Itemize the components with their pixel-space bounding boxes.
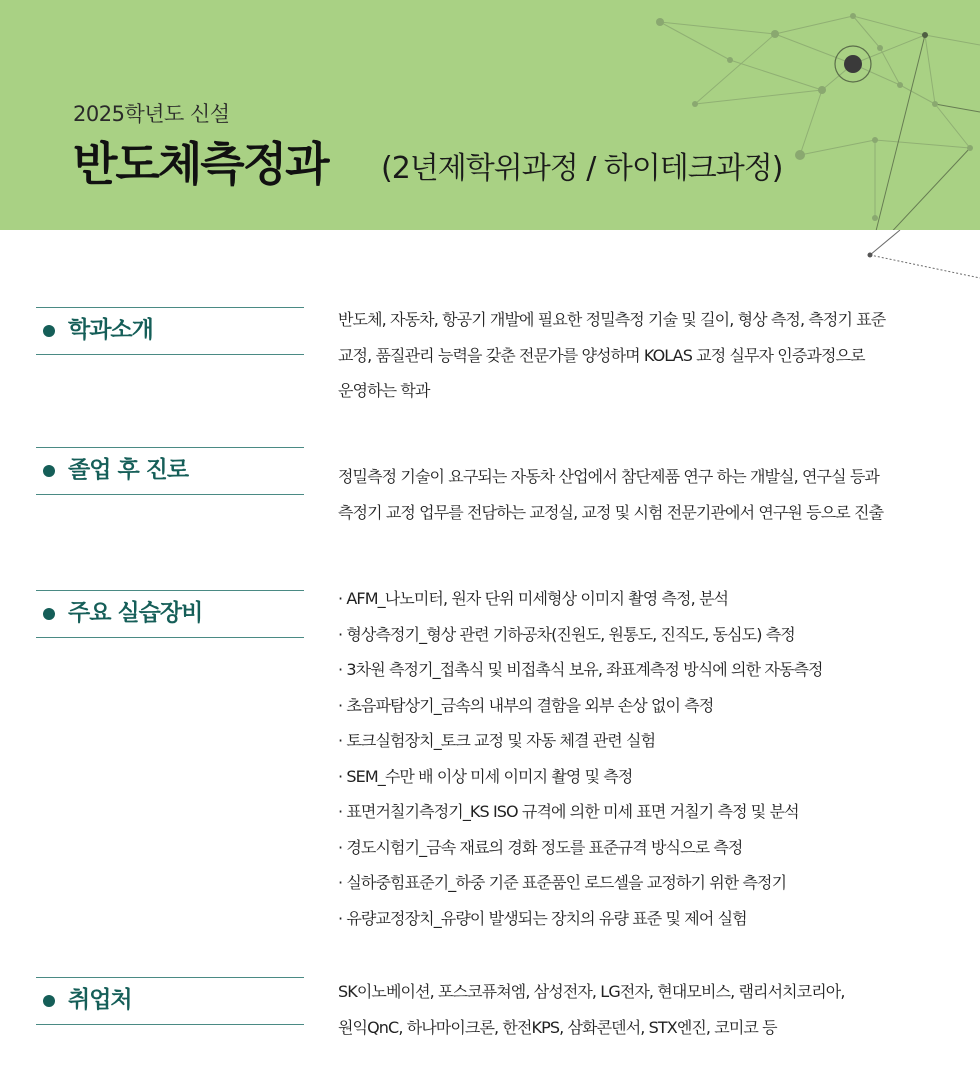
body-line: 운영하는 학과 xyxy=(338,381,430,400)
section-header xyxy=(36,977,304,1025)
section-title: 학과소개 xyxy=(68,317,153,343)
list-item: · 경도시험기_금속 재료의 경화 정도를 표준규격 방식으로 측정 xyxy=(338,830,938,866)
body-line: 교정, 품질관리 능력을 갖춘 전문가를 양성하며 KOLAS 교정 실무자 인증과정으로 xyxy=(338,345,865,365)
section-body xyxy=(338,974,938,1045)
network-graphic-tail xyxy=(860,230,980,280)
section-header xyxy=(36,307,304,355)
bullet-dot-icon xyxy=(43,608,55,620)
section-body xyxy=(338,581,938,936)
bullet-dot-icon xyxy=(43,325,55,337)
list-item: · 토크실험장치_토크 교정 및 자동 체결 관련 실험 xyxy=(338,723,938,759)
section-header xyxy=(36,447,304,495)
page-subtitle: (2년제학위과정 / 하이테크과정) xyxy=(381,151,783,186)
list-item: · 표면거칠기측정기_KS ISO 규격에 의한 미세 표면 거칠기 측정 및 분석 xyxy=(338,794,938,830)
page-title: 반도체측정과 xyxy=(73,137,328,191)
body-line: 정밀측정 기술이 요구되는 자동차 산업에서 참단제품 연구 하는 개발실, 연구실 등과 xyxy=(338,467,879,486)
list-item: · 형상측정기_형상 관련 기하공차(진원도, 원통도, 진직도, 동심도) 측정 xyxy=(338,617,938,653)
body-line: 원익QnC, 하나마이크론, 한전KPS, 삼화콘덴서, STX엔진, 코미코 등 xyxy=(338,1017,777,1037)
list-item: · SEM_수만 배 이상 미세 이미지 촬영 및 측정 xyxy=(338,759,938,795)
section-header xyxy=(36,590,304,638)
bullet-dot-icon xyxy=(43,465,55,477)
body-line: SK이노베이션, 포스코퓨쳐엠, 삼성전자, LG전자, 현대모비스, 램리서치코리아, xyxy=(338,982,845,1001)
list-item: · 3차원 측정기_접촉식 및 비접촉식 보유, 좌표계측정 방식에 의한 자동측정 xyxy=(338,652,938,688)
section-body xyxy=(338,302,938,409)
section-body xyxy=(338,459,938,530)
bullet-dot-icon xyxy=(43,995,55,1007)
section-title: 주요 실습장비 xyxy=(68,600,203,626)
list-item: · AFM_나노미터, 원자 단위 미세형상 이미지 촬영 측정, 분석 xyxy=(338,581,938,617)
body-line: 측정기 교정 업무를 전담하는 교정실, 교정 및 시험 전문기관에서 연구원 등으로 진출 xyxy=(338,502,884,522)
section-title: 졸업 후 진로 xyxy=(68,457,189,483)
list-item: · 유량교정장치_유량이 발생되는 장치의 유량 표준 및 제어 실험 xyxy=(338,901,938,937)
list-item: · 실하중힘표준기_하중 기준 표준품인 로드셀을 교정하기 위한 측정기 xyxy=(338,865,938,901)
body-line: 반도체, 자동차, 항공기 개발에 필요한 정밀측정 기술 및 길이, 형상 측정, 측정기 표준 xyxy=(338,310,886,329)
year-label: 2025학년도 신설 xyxy=(73,102,230,126)
list-item: · 초음파탐상기_금속의 내부의 결함을 외부 손상 없이 측정 xyxy=(338,688,938,724)
section-title: 취업처 xyxy=(68,987,132,1013)
equipment-list xyxy=(338,581,938,936)
header-banner xyxy=(0,0,980,230)
